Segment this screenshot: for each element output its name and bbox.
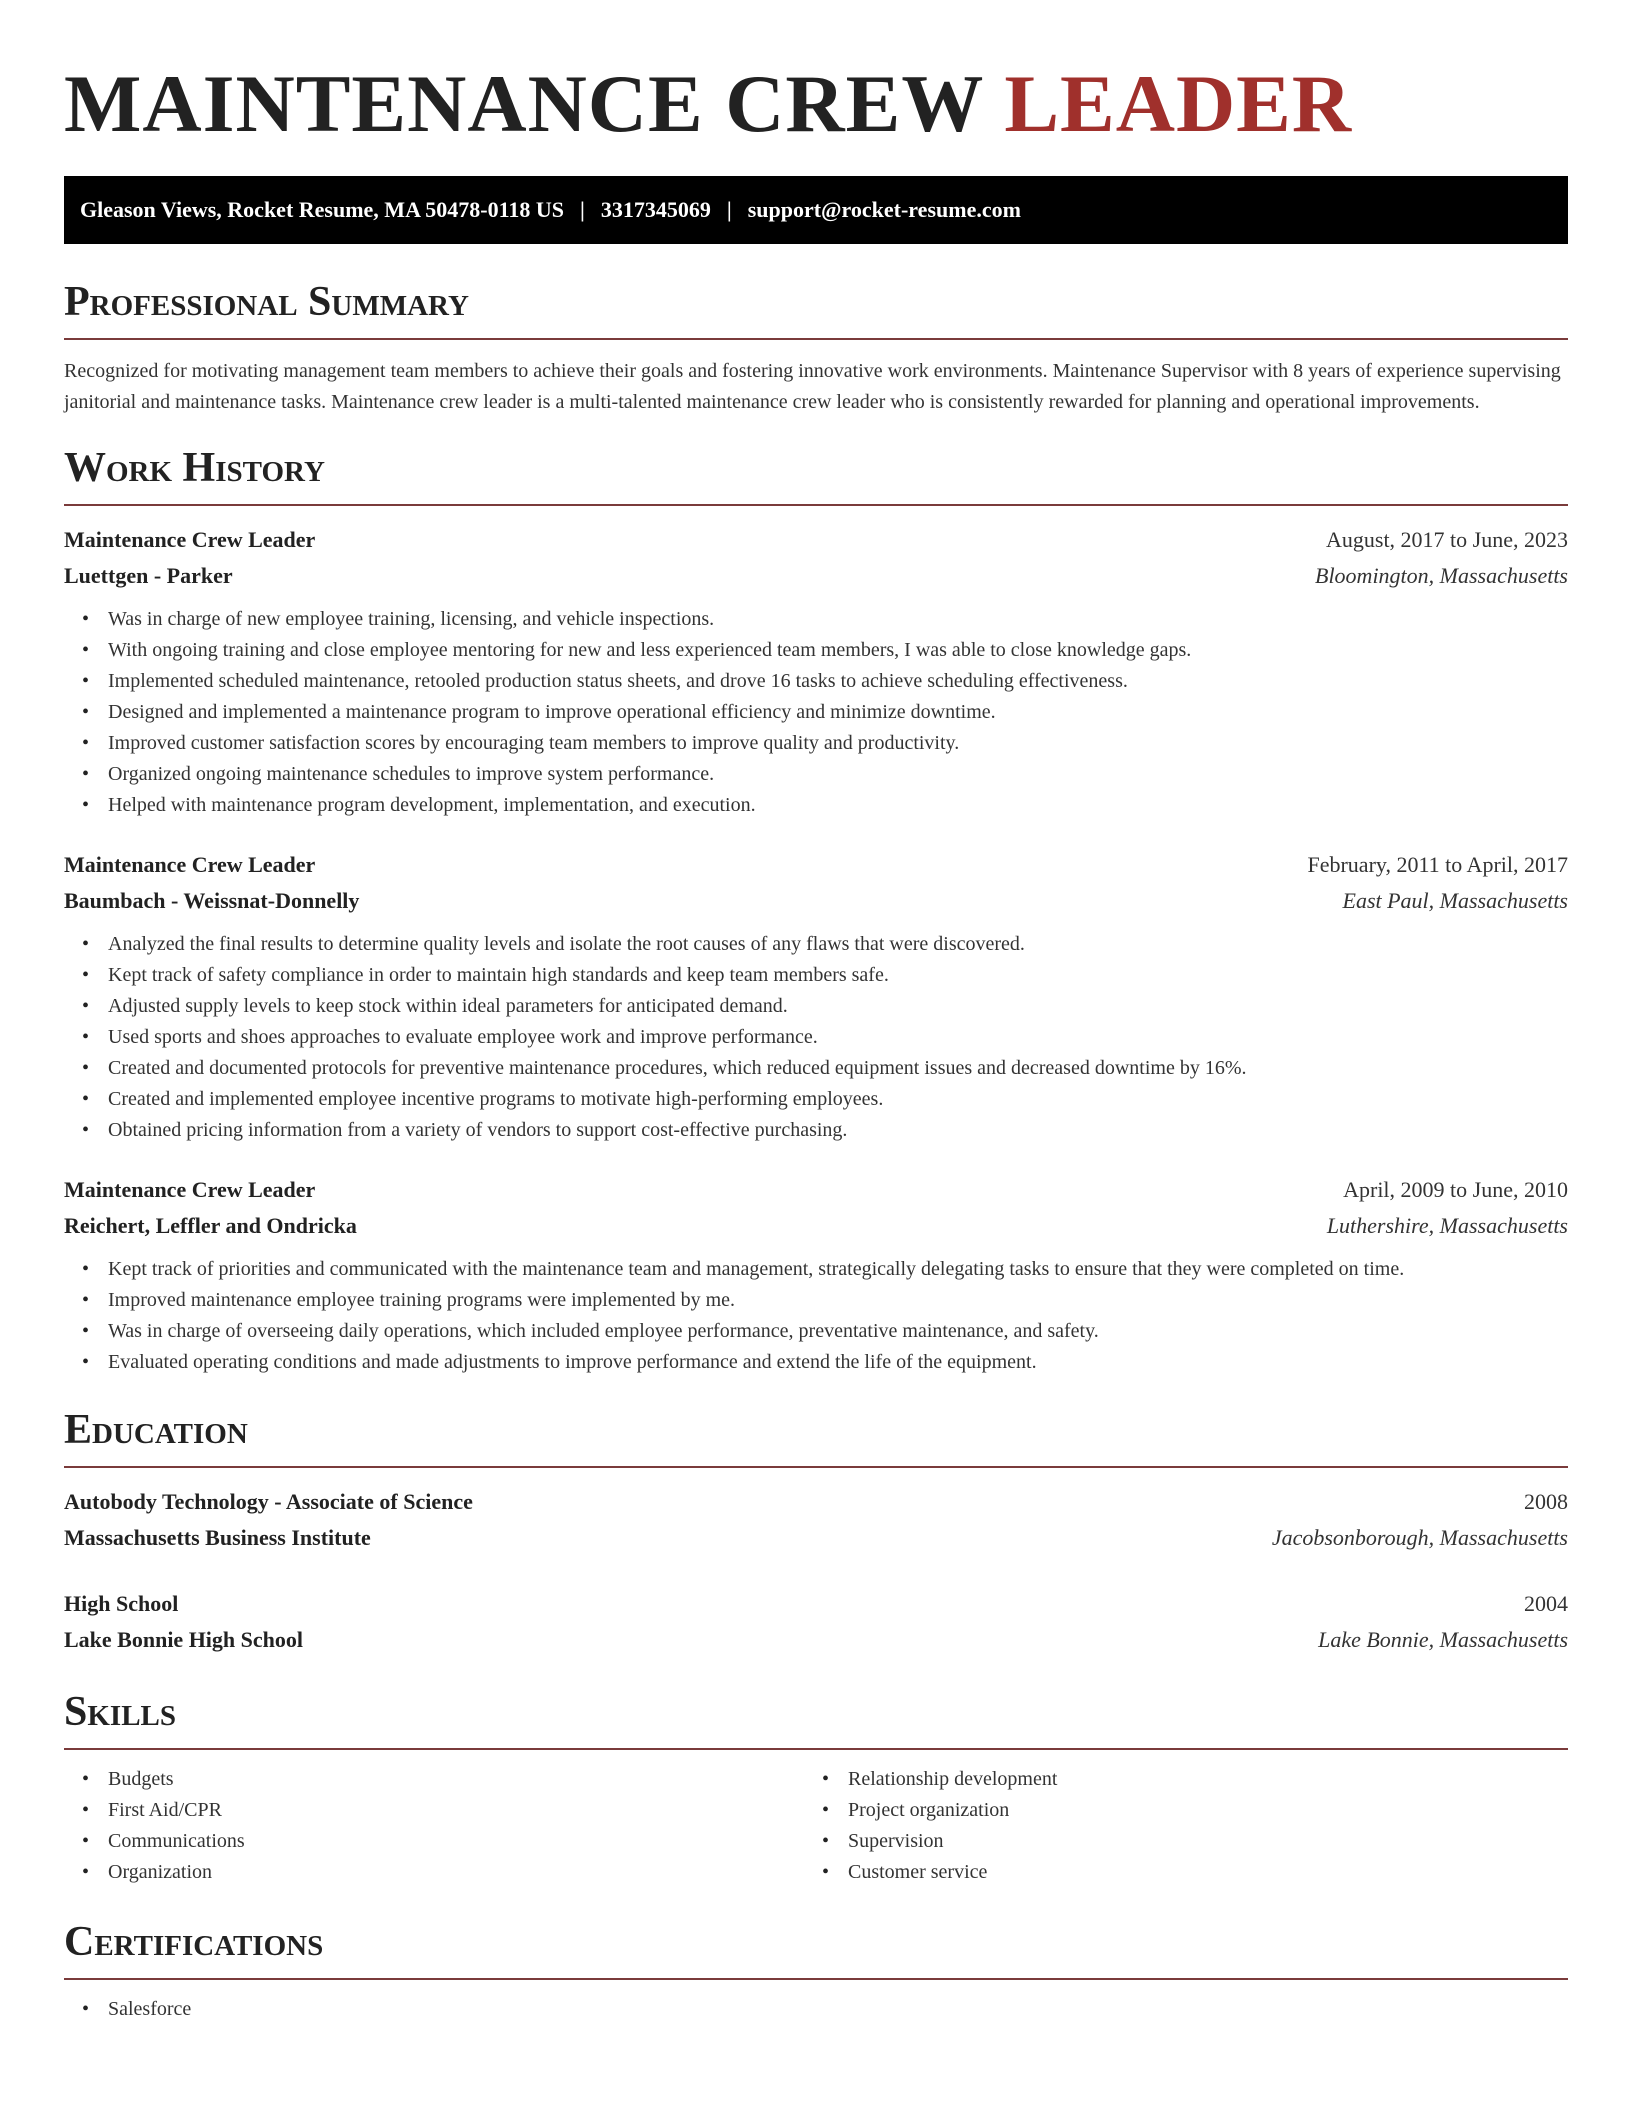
job-company: Reichert, Leffler and Ondricka [64, 1213, 357, 1238]
work-history-heading: Work History [64, 445, 325, 491]
education-school-row [64, 1622, 1568, 1658]
job-location: Luthershire, Massachusetts [1326, 1213, 1568, 1238]
section-divider [64, 1748, 1568, 1750]
title-main: MAINTENANCE CREW [64, 58, 983, 149]
job-entry [64, 522, 1568, 821]
education-degree-row [64, 1586, 1568, 1622]
skill-item: • Customer service [804, 1857, 1544, 1888]
education-entry [64, 1586, 1568, 1658]
job-duty: • Analyzed the final results to determine quality levels and isolate the root causes of any flaws that were discovered. [64, 929, 1568, 960]
job-duty: • Kept track of priorities and communicated with the maintenance team and management, strategically delegating tasks to ensure that they were completed on time. [64, 1254, 1568, 1285]
skills-list-right [804, 1764, 1544, 1888]
job-duty: • Helped with maintenance program development, implementation, and execution. [64, 790, 1568, 821]
education-location: Lake Bonnie, Massachusetts [1318, 1627, 1568, 1652]
summary-heading: Professional Summary [64, 279, 469, 325]
summary-section [64, 278, 1568, 418]
job-entry [64, 1172, 1568, 1378]
education-heading: Education [64, 1407, 248, 1453]
skills-heading: Skills [64, 1689, 177, 1735]
job-title: Maintenance Crew Leader [64, 527, 316, 552]
job-duty: • Implemented scheduled maintenance, retooled production status sheets, and drove 16 tasks to achieve scheduling effectiveness. [64, 666, 1568, 697]
certifications-list [64, 1994, 1568, 2025]
contact-email: support@rocket-resume.com [747, 197, 1021, 222]
certifications-heading: Certifications [64, 1919, 324, 1965]
job-duty: • Created and implemented employee incentive programs to motivate high-performing employees. [64, 1084, 1568, 1115]
contact-phone: 3317345069 [600, 197, 711, 222]
job-title: Maintenance Crew Leader [64, 852, 316, 877]
skill-item: • Organization [64, 1857, 804, 1888]
contact-address: Gleason Views, Rocket Resume, MA 50478-0118 US [80, 197, 564, 222]
job-duties-list [64, 1254, 1568, 1378]
skill-item: • Supervision [804, 1826, 1544, 1857]
summary-text: Recognized for motivating management team members to achieve their goals and fostering innovative work environments. Maintenance Supervisor with 8 years of experience supervising janitorial and maintenance tasks. Maintenance crew leader is a multi-talented maintenance crew leader who is consistently rewarded for planning and operational improvements. [64, 360, 1561, 413]
skills-columns [64, 1764, 1568, 1888]
skill-item: • Budgets [64, 1764, 804, 1795]
education-school: Massachusetts Business Institute [64, 1525, 371, 1550]
education-school: Lake Bonnie High School [64, 1627, 304, 1652]
job-title: Maintenance Crew Leader [64, 1177, 316, 1202]
job-duty: • Improved maintenance employee training programs were implemented by me. [64, 1285, 1568, 1316]
section-divider [64, 504, 1568, 506]
job-duty: • Was in charge of new employee training, licensing, and vehicle inspections. [64, 604, 1568, 635]
education-section [64, 1406, 1568, 1658]
job-company-row [64, 1208, 1568, 1244]
skill-item: • First Aid/CPR [64, 1795, 804, 1826]
job-entry [64, 847, 1568, 1146]
job-company-row [64, 558, 1568, 594]
skill-item: • Project organization [804, 1795, 1544, 1826]
job-duty: • Used sports and shoes approaches to evaluate employee work and improve performance. [64, 1022, 1568, 1053]
education-degree-row [64, 1484, 1568, 1520]
education-school-row [64, 1520, 1568, 1556]
section-divider [64, 338, 1568, 340]
contact-separator: | [726, 197, 732, 222]
job-header-row [64, 522, 1568, 558]
job-dates: February, 2011 to April, 2017 [1307, 852, 1568, 877]
job-duty: • Organized ongoing maintenance schedules to improve system performance. [64, 759, 1568, 790]
skills-section [64, 1688, 1568, 1888]
job-header-row [64, 1172, 1568, 1208]
job-duty: • Was in charge of overseeing daily operations, which included employee performance, preventative maintenance, and safety. [64, 1316, 1568, 1347]
skill-item: • Relationship development [804, 1764, 1544, 1795]
contact-bar [64, 176, 1568, 244]
education-degree: Autobody Technology - Associate of Science [64, 1489, 473, 1514]
education-location: Jacobsonborough, Massachusetts [1271, 1525, 1568, 1550]
job-company-row [64, 883, 1568, 919]
education-entry [64, 1484, 1568, 1556]
job-company: Baumbach - Weissnat-Donnelly [64, 888, 360, 913]
job-header-row [64, 847, 1568, 883]
job-duty: • Improved customer satisfaction scores by encouraging team members to improve quality and productivity. [64, 728, 1568, 759]
job-location: East Paul, Massachusetts [1342, 888, 1568, 913]
section-divider [64, 1978, 1568, 1980]
job-dates: August, 2017 to June, 2023 [1326, 527, 1568, 552]
job-duty: • Evaluated operating conditions and made adjustments to improve performance and extend the life of the equipment. [64, 1347, 1568, 1378]
section-divider [64, 1466, 1568, 1468]
certification-item: • Salesforce [64, 1994, 1568, 2025]
education-year: 2004 [1524, 1591, 1568, 1616]
education-degree: High School [64, 1591, 179, 1616]
skill-item: • Communications [64, 1826, 804, 1857]
contact-separator: | [579, 197, 585, 222]
resume-title [64, 0, 1568, 150]
job-duty: • Created and documented protocols for preventive maintenance procedures, which reduced equipment issues and decreased downtime by 16%. [64, 1053, 1568, 1084]
certifications-section [64, 1918, 1568, 2025]
job-duties-list [64, 604, 1568, 821]
education-year: 2008 [1524, 1489, 1568, 1514]
job-duty: • Obtained pricing information from a variety of vendors to support cost-effective purchasing. [64, 1115, 1568, 1146]
title-accent: LEADER [1004, 58, 1353, 149]
job-duty: • Designed and implemented a maintenance program to improve operational efficiency and minimize downtime. [64, 697, 1568, 728]
job-duty: • With ongoing training and close employee mentoring for new and less experienced team members, I was able to close knowledge gaps. [64, 635, 1568, 666]
job-dates: April, 2009 to June, 2010 [1343, 1177, 1568, 1202]
work-history-section [64, 444, 1568, 1378]
job-duties-list [64, 929, 1568, 1146]
skills-list-left [64, 1764, 804, 1888]
job-location: Bloomington, Massachusetts [1315, 563, 1568, 588]
job-company: Luettgen - Parker [64, 563, 233, 588]
job-duty: • Kept track of safety compliance in order to maintain high standards and keep team members safe. [64, 960, 1568, 991]
job-duty: • Adjusted supply levels to keep stock within ideal parameters for anticipated demand. [64, 991, 1568, 1022]
